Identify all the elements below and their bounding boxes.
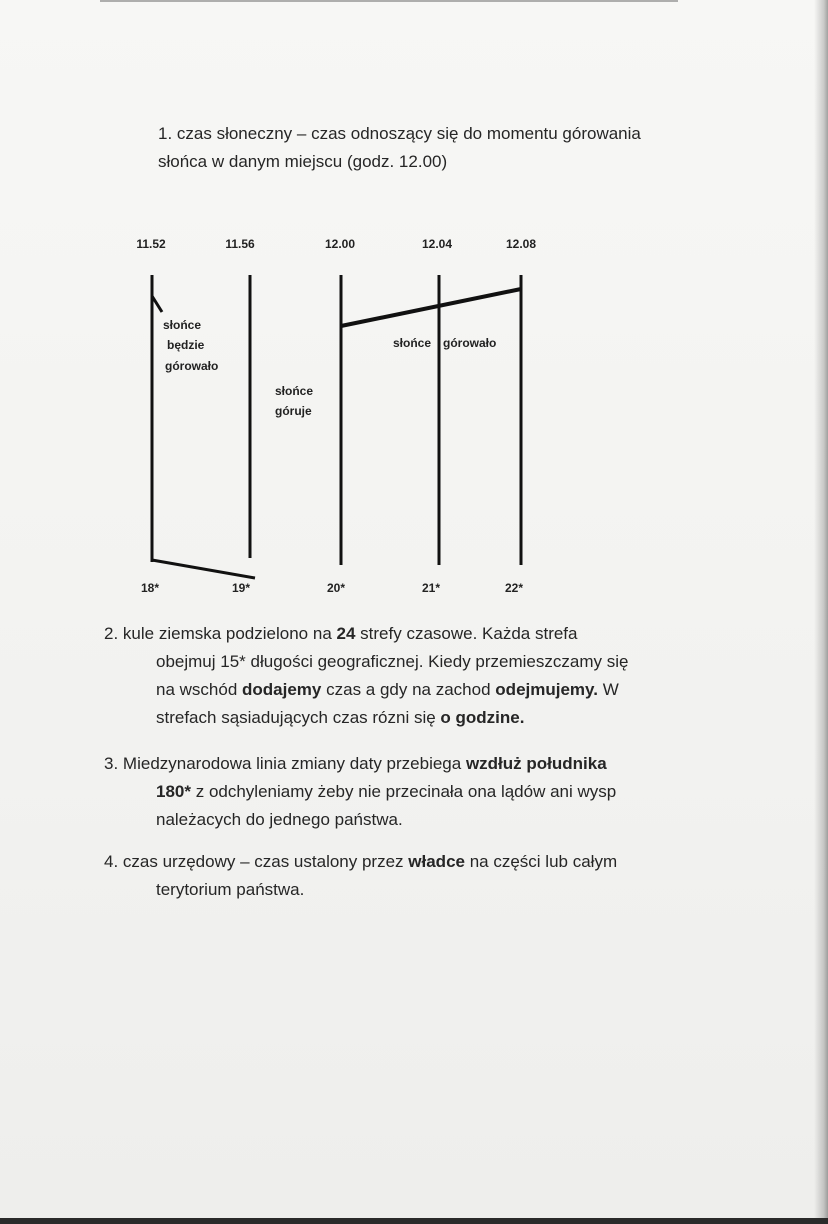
point-3-line-2 bbox=[104, 778, 704, 806]
point-2-bold-hour: o godzine. bbox=[440, 708, 525, 727]
point-2-text-1: kule ziemska podzielono na bbox=[122, 624, 332, 643]
point-4-text-2: na części lub całym bbox=[469, 852, 618, 871]
point-2-text-5: czas a gdy na zachod bbox=[326, 680, 491, 699]
point-3-text-1: Miedzynarodowa linia zmiany daty przebiega bbox=[122, 754, 462, 773]
point-4-bold-ruler: władce bbox=[408, 852, 465, 871]
point-4-official-time bbox=[104, 848, 704, 904]
point-2-number: 2. bbox=[104, 624, 119, 643]
time-label-5: 12.08 bbox=[505, 237, 537, 251]
degree-label-19: 19* bbox=[231, 581, 251, 595]
label-future-2: będzie bbox=[167, 338, 205, 352]
label-future-3: górowało bbox=[165, 359, 219, 373]
point-4-line-2: terytorium państwa. bbox=[156, 880, 305, 899]
point-3-bold-180: 180* bbox=[156, 782, 191, 801]
point-3-number: 3. bbox=[104, 754, 119, 773]
point-4-number: 4. bbox=[104, 852, 119, 871]
label-past-1: słońce bbox=[392, 336, 431, 350]
point-2-text-6: W bbox=[602, 680, 619, 699]
point-2-line-3 bbox=[104, 676, 704, 704]
point-2-text-7: strefach sąsiadujących czas rózni się bbox=[156, 708, 436, 727]
point-2-text-2: strefy czasowe. Każda strefa bbox=[360, 624, 578, 643]
time-label-1: 11.52 bbox=[136, 237, 166, 251]
point-1-line-1: 1. czas słoneczny – czas odnoszący się do momentu górowania bbox=[158, 124, 641, 143]
label-past-2: górowało bbox=[443, 336, 497, 350]
point-3-date-line bbox=[104, 750, 704, 834]
point-2-bold-24: 24 bbox=[336, 624, 356, 643]
label-now-2: góruje bbox=[275, 404, 312, 418]
time-label-3: 12.00 bbox=[324, 237, 356, 251]
degree-label-22: 22* bbox=[504, 581, 524, 595]
point-2-bold-subtract: odejmujemy. bbox=[495, 680, 598, 699]
point-3-line-3: należacych do jednego państwa. bbox=[156, 810, 403, 829]
point-2-time-zones bbox=[104, 620, 704, 732]
point-2-text-4: na wschód bbox=[156, 680, 238, 699]
point-4-text-1: czas urzędowy – czas ustalony przez bbox=[122, 852, 404, 871]
degree-label-20: 20* bbox=[326, 581, 346, 595]
sun-path-line bbox=[341, 289, 521, 326]
point-3-bold-meridian: wzdłuż południka bbox=[465, 754, 607, 773]
point-3-text-2: z odchyleniamy żeby nie przecinała ona lądów ani wysp bbox=[195, 782, 617, 801]
degree-label-21: 21* bbox=[421, 581, 441, 595]
point-2-line-2: obejmuj 15* długości geograficznej. Kiedy przemieszczamy się bbox=[156, 652, 629, 671]
degree-label-18: 18* bbox=[140, 581, 160, 595]
label-now-1: słońce bbox=[275, 384, 314, 398]
point-2-bold-add: dodajemy bbox=[242, 680, 322, 699]
bottom-connector-line bbox=[152, 560, 255, 578]
point-2-line-4 bbox=[104, 704, 704, 732]
time-label-4: 12.04 bbox=[421, 237, 453, 251]
time-label-2: 11.56 bbox=[225, 237, 255, 251]
label-future-1: słońce bbox=[163, 318, 202, 332]
point-1-line-2: słońca w danym miejscu (godz. 12.00) bbox=[158, 152, 448, 171]
